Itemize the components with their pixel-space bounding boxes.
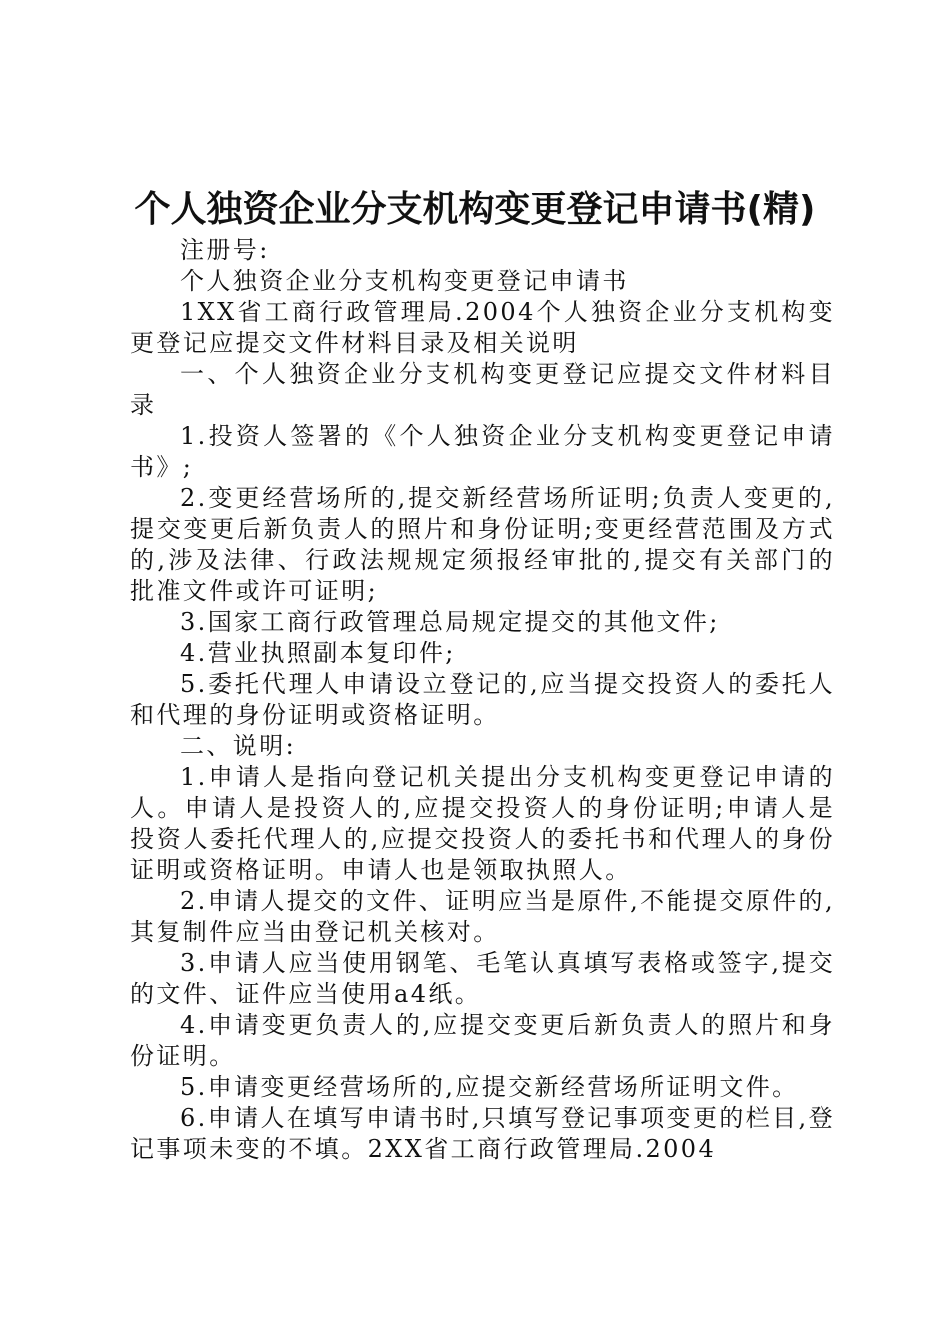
note-item-5: 5.申请变更经营场所的,应提交新经营场所证明文件。 <box>180 1073 799 1101</box>
note-item-1: 1.申请人是指向登记机关提出分支机构变更登记申请的人。申请人是投资人的,应提交投资人的身份证明;申请人是投资人委托代理人的,应提交投资人的委托书和代理人的身份证明或资格证明。申请人也是领取执照人。 <box>130 763 835 884</box>
materials-item-5: 5.委托代理人申请设立登记的,应当提交投资人的委托人和代理的身份证明或资格证明。 <box>130 670 835 729</box>
note-item-4: 4.申请变更负责人的,应提交变更后新负责人的照片和身份证明。 <box>130 1011 835 1070</box>
materials-item-3: 3.国家工商行政管理总局规定提交的其他文件; <box>180 608 720 636</box>
materials-heading-intro: 1XX省工商行政管理局.2004个人独资企业分支机构变更登记应提交文件材料目录及相关说明 <box>130 298 835 357</box>
section-two-heading: 二、说明: <box>180 732 297 760</box>
note-item-2: 2.申请人提交的文件、证明应当是原件,不能提交原件的,其复制件应当由登记机关核对。 <box>130 887 835 946</box>
materials-item-4: 4.营业执照副本复印件; <box>180 639 456 667</box>
document-body <box>130 235 835 1165</box>
section-one-heading: 一、个人独资企业分支机构变更登记应提交文件材料目录 <box>130 360 835 419</box>
registration-number-label: 注册号: <box>180 236 270 264</box>
materials-item-2: 2.变更经营场所的,提交新经营场所证明;负责人变更的,提交变更后新负责人的照片和身份证明;变更经营范围及方式的,涉及法律、行政法规规定须报经审批的,提交有关部门的批准文件或许可证明; <box>130 484 835 605</box>
materials-item-1: 1.投资人签署的《个人独资企业分支机构变更登记申请书》; <box>130 422 835 481</box>
note-item-6: 6.申请人在填写申请书时,只填写登记事项变更的栏目,登记事项未变的不填。2XX省工商行政管理局.2004 <box>130 1104 835 1163</box>
note-item-3: 3.申请人应当使用钢笔、毛笔认真填写表格或签字,提交的文件、证件应当使用a4纸。 <box>130 949 835 1008</box>
form-name-line: 个人独资企业分支机构变更登记申请书 <box>180 267 629 295</box>
document-title: 个人独资企业分支机构变更登记申请书(精) <box>134 189 816 230</box>
